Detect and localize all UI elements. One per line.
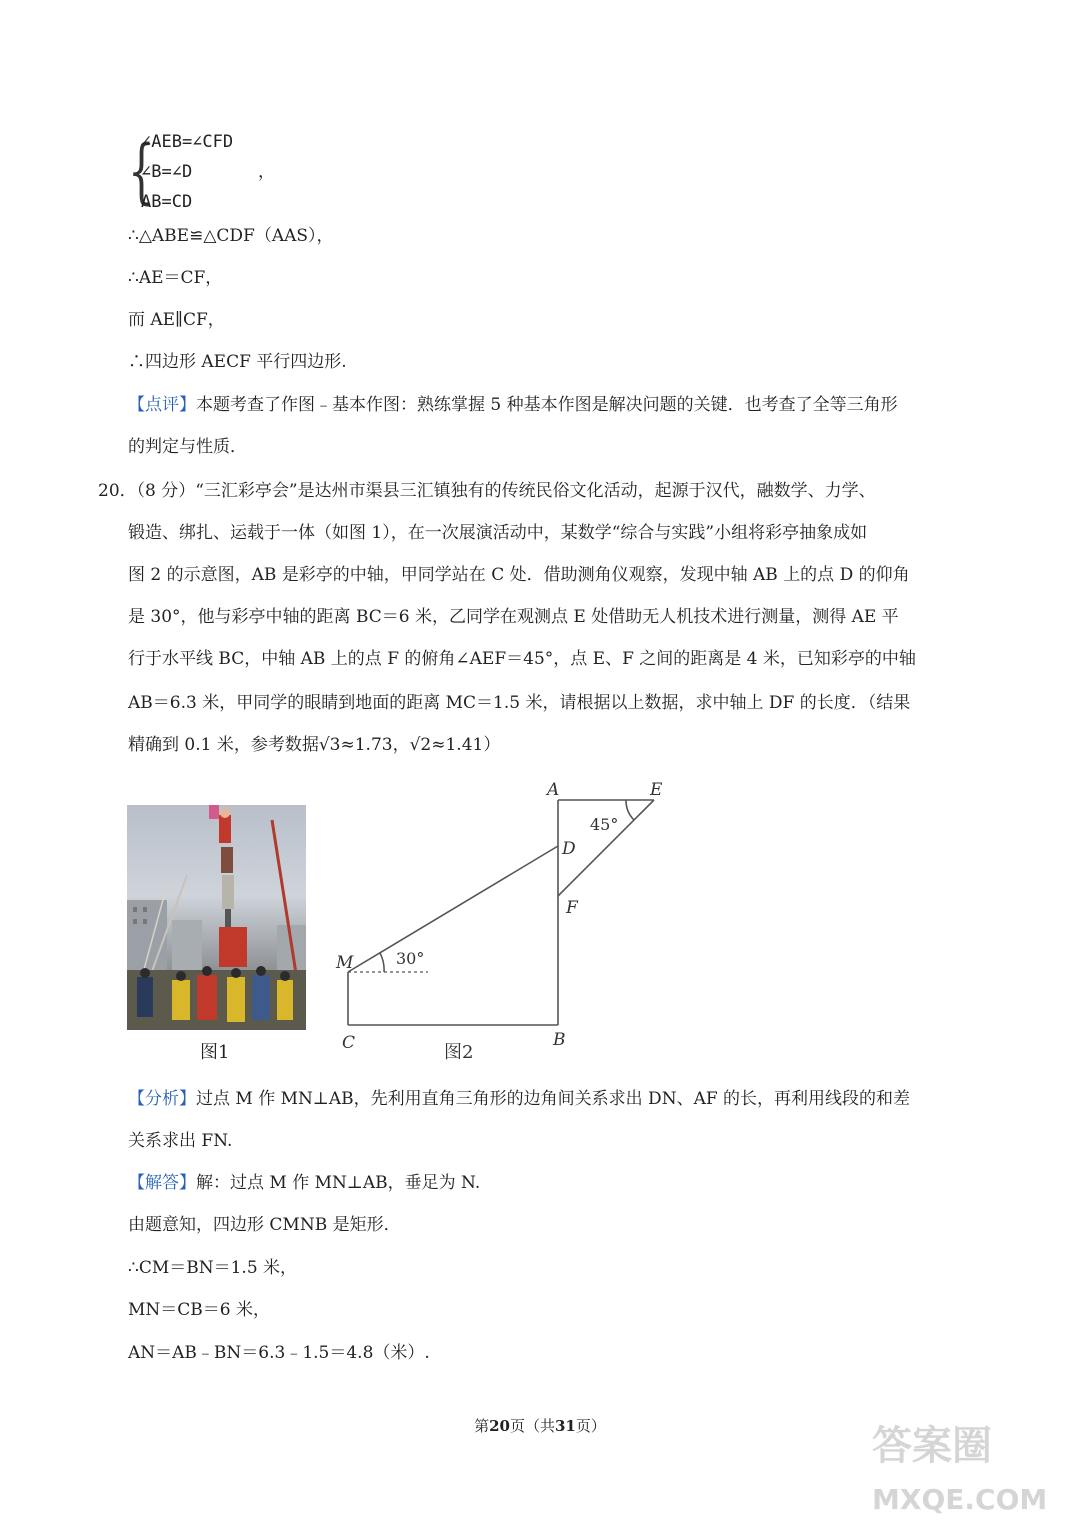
- angle-arc-30: [380, 953, 384, 972]
- watermark-logo-text: 答案圈: [872, 1423, 992, 1469]
- fig1-caption: 图1: [200, 1042, 230, 1063]
- question-line: 锻造、绑扎、运载于一体（如图 1），在一次展演活动中，某数学“综合与实践”小组将彩亭抽象成如: [128, 523, 868, 543]
- proof-line: ∴四边形 AECF 平行四边形.: [128, 352, 347, 372]
- question-number: 20．: [98, 481, 137, 501]
- label-F: F: [566, 898, 578, 918]
- solution-tag: 【解答】: [128, 1173, 196, 1193]
- solution-line: AN＝AB﹣BN＝6.3﹣1.5＝4.8（米）.: [128, 1343, 430, 1363]
- segment-MD: [348, 846, 558, 972]
- footer-prefix: 第: [474, 1417, 490, 1435]
- question-line: 是 30°，他与彩亭中轴的距离 BC＝6 米，乙同学在观测点 E 处借助无人机技术进行测量，测得 AE 平: [128, 607, 899, 627]
- label-M: M: [336, 953, 354, 973]
- watermark-logo: [852, 1409, 1052, 1519]
- watermark-site: MXQE.COM: [872, 1483, 1048, 1516]
- angle-label-30: 30°: [396, 949, 425, 968]
- comment-text: 本题考查了作图﹣基本作图：熟练掌握 5 种基本作图是解决问题的关键．也考查了全等三角形: [196, 395, 898, 415]
- question-line: 精确到 0.1 米，参考数据√3≈1.73，√2≈1.41）: [128, 735, 501, 755]
- solution-line: 由题意知，四边形 CMNB 是矩形．: [128, 1215, 401, 1235]
- solution-line-1: [128, 1170, 480, 1196]
- equation-line: ∠B=∠D: [141, 162, 193, 182]
- geometry-figure: [320, 770, 700, 1070]
- brace: {: [128, 130, 155, 212]
- label-D: D: [562, 839, 576, 859]
- analysis-tag: 【分析】: [128, 1089, 196, 1109]
- comment-line-1: [128, 392, 898, 418]
- comment-line-2: 的判定与性质．: [128, 437, 247, 457]
- label-C: C: [342, 1033, 356, 1053]
- footer-mid: 页（共: [509, 1417, 555, 1435]
- proof-line: ∴AE＝CF，: [128, 268, 223, 288]
- question-line: 图 2 的示意图，AB 是彩亭的中轴，甲同学站在 C 处．借助测角仪观察，发现中轴 AB 上的点 D 的仰角: [128, 565, 910, 585]
- proof-line: 而 AE∥CF，: [128, 310, 225, 330]
- analysis-line-2: 关系求出 FN.: [128, 1131, 233, 1151]
- solution-line: MN＝CB＝6 米，: [128, 1300, 271, 1320]
- system-comma: ，: [258, 162, 275, 182]
- analysis-text: 过点 M 作 MN⊥AB，先利用直角三角形的边角间关系求出 DN、AF 的长，再利用线段的和差: [196, 1089, 911, 1109]
- question-line: （8 分）“三汇彩亭会”是达州市渠县三汇镇独有的传统民俗文化活动，起源于汉代，融数学、力学、: [128, 481, 876, 501]
- analysis-line-1: [128, 1086, 910, 1112]
- label-B: B: [553, 1030, 566, 1050]
- equation-line: ∠AEB=∠CFD: [141, 132, 234, 152]
- festival-photo-illustration: [127, 805, 306, 1030]
- festival-photo: [127, 805, 306, 1030]
- fig2-caption: 图2: [444, 1042, 474, 1063]
- solution-line: ∴CM＝BN＝1.5 米，: [128, 1258, 298, 1278]
- footer-page: 20: [489, 1417, 510, 1435]
- question-line: 行于水平线 BC，中轴 AB 上的点 F 的俯角∠AEF＝45°，点 E、F 之间的距离是 4 米，已知彩亭的中轴: [128, 649, 916, 669]
- angle-arc-45: [626, 800, 634, 820]
- question-line: AB＝6.3 米，甲同学的眼睛到地面的距离 MC＝1.5 米，请根据以上数据，求中轴上 DF 的长度．（结果: [128, 693, 911, 713]
- angle-label-45: 45°: [590, 815, 619, 834]
- equation-line: AB=CD: [141, 192, 193, 212]
- footer-total: 31: [555, 1417, 576, 1435]
- solution-text: 解：过点 M 作 MN⊥AB，垂足为 N.: [196, 1173, 481, 1193]
- comment-tag: 【点评】: [128, 395, 196, 415]
- proof-line: ∴△ABE≌△CDF（AAS），: [128, 226, 334, 246]
- label-A: A: [547, 780, 560, 800]
- footer-suffix: 页）: [575, 1417, 606, 1435]
- label-E: E: [650, 780, 663, 800]
